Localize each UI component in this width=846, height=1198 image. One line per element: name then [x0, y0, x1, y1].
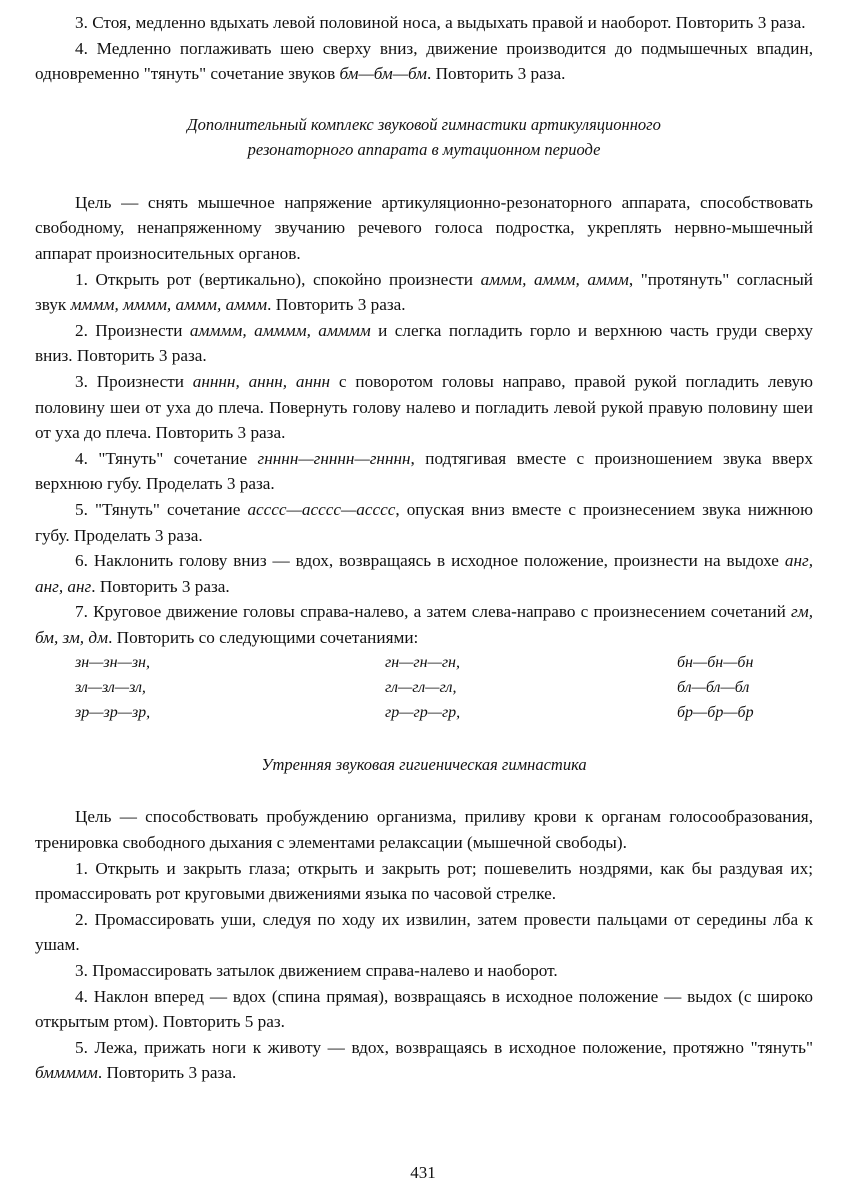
paragraph-neck-stroke: 4. Медленно поглаживать шею сверху вниз, движение производится до подмышечных впадин, одновременно "тянуть" сочетание звуков бм—бм—бм. Повторить 3 раза.: [35, 38, 813, 84]
page-body: [35, 0, 813, 1086]
exercise-item: 5. "Тянуть" сочетание асссс—асссс—асссс, опуская вниз вместе с произнесением звука нижнюю губу. Проделать 3 раза.: [35, 499, 813, 545]
combination-cell: гл—гл—гл,: [385, 679, 457, 697]
exercise-item: 7. Круговое движение головы справа-налево, а затем слева-направо с произнесением сочетаний гм, бм, зм, дм. Повторить со следующими сочетаниями:: [35, 602, 813, 647]
page-number: 431: [410, 1163, 436, 1182]
combination-cell: бр—бр—бр: [677, 704, 754, 722]
exercise-item: 2. Произнести амммм, амммм, амммм и слегка погладить горло и верхнюю часть груди сверху вниз. Повторить 3 раза.: [35, 320, 813, 366]
exercise-item: 5. Лежа, прижать ноги к животу — вдох, возвращаясь в исходное положение, протяжно "тянуть" бммммм. Повторить 3 раза.: [35, 1037, 813, 1083]
exercise-item: 1. Открыть рот (вертикально), спокойно произнести аммм, аммм, аммм, "протянуть" согласный звук мммм, мммм, аммм, аммм. Повторить 3 раза.: [35, 269, 813, 315]
section-heading-mutation: Дополнительный комплекс звуковой гимнастики артикуляционного резонаторного аппарата в мутационном периоде: [187, 114, 661, 159]
combination-cell: зл—зл—зл,: [75, 679, 146, 697]
exercise-item: 1. Открыть и закрыть глаза; открыть и закрыть рот; пошевелить ноздрями, как бы раздувая их; промассировать рот круговыми движениями языка по часовой стрелке.: [35, 858, 813, 904]
combination-cell: бл—бл—бл: [677, 679, 750, 697]
goal-paragraph: Цель — снять мышечное напряжение артикуляционно-резонаторного аппарата, способствовать свободному, ненапряженному звучанию речевого голоса подростка, укреплять нервно-мышечный аппарат произносительных органов.: [35, 192, 813, 263]
goal-paragraph: Цель — способствовать пробуждению организма, приливу крови к органам голосообразования, тренировка свободного дыхания с элементами релаксации (мышечной свободы).: [35, 807, 813, 853]
paragraph-breathing: 3. Стоя, медленно вдыхать левой половиной носа, а выдыхать правой и наоборот. Повторить 3 раза.: [75, 13, 806, 32]
exercise-item: 4. Наклон вперед — вдох (спина прямая), возвращаясь в исходное положение — выдох (с широко открытым ртом). Повторить 5 раз.: [35, 986, 813, 1032]
exercise-item: 2. Промассировать уши, следуя по ходу их извилин, затем провести пальцами от середины лба к ушам.: [35, 909, 813, 955]
combination-cell: зн—зн—зн,: [75, 654, 150, 672]
combination-cell: гн—гн—гн,: [385, 654, 460, 672]
exercise-item: 4. "Тянуть" сочетание гнннн—гнннн—гнннн, подтягивая вместе с произношением звука вверх верхнюю губу. Проделать 3 раза.: [35, 448, 813, 494]
combination-cell: зр—зр—зр,: [75, 704, 151, 722]
sound-combinations-grid: [35, 650, 813, 725]
section-heading-morning: Утренняя звуковая гигиеническая гимнастика: [261, 755, 587, 775]
exercise-item: 3. Промассировать затылок движением справа-налево и наоборот.: [75, 961, 558, 981]
combination-cell: бн—бн—бн: [677, 654, 754, 672]
combination-cell: гр—гр—гр,: [385, 704, 461, 722]
exercise-item: 3. Произнести анннн, аннн, аннн с поворотом головы направо, правой рукой погладить левую половину шеи от уха до плеча. Повернуть голову налево и погладить левой рукой правую половину шеи от уха до плеча. Повторить 3 раза.: [35, 371, 813, 443]
exercise-item: 6. Наклонить голову вниз — вдох, возвращаясь в исходное положение, произнести на выдохе анг, анг, анг. Повторить 3 раза.: [35, 551, 813, 596]
